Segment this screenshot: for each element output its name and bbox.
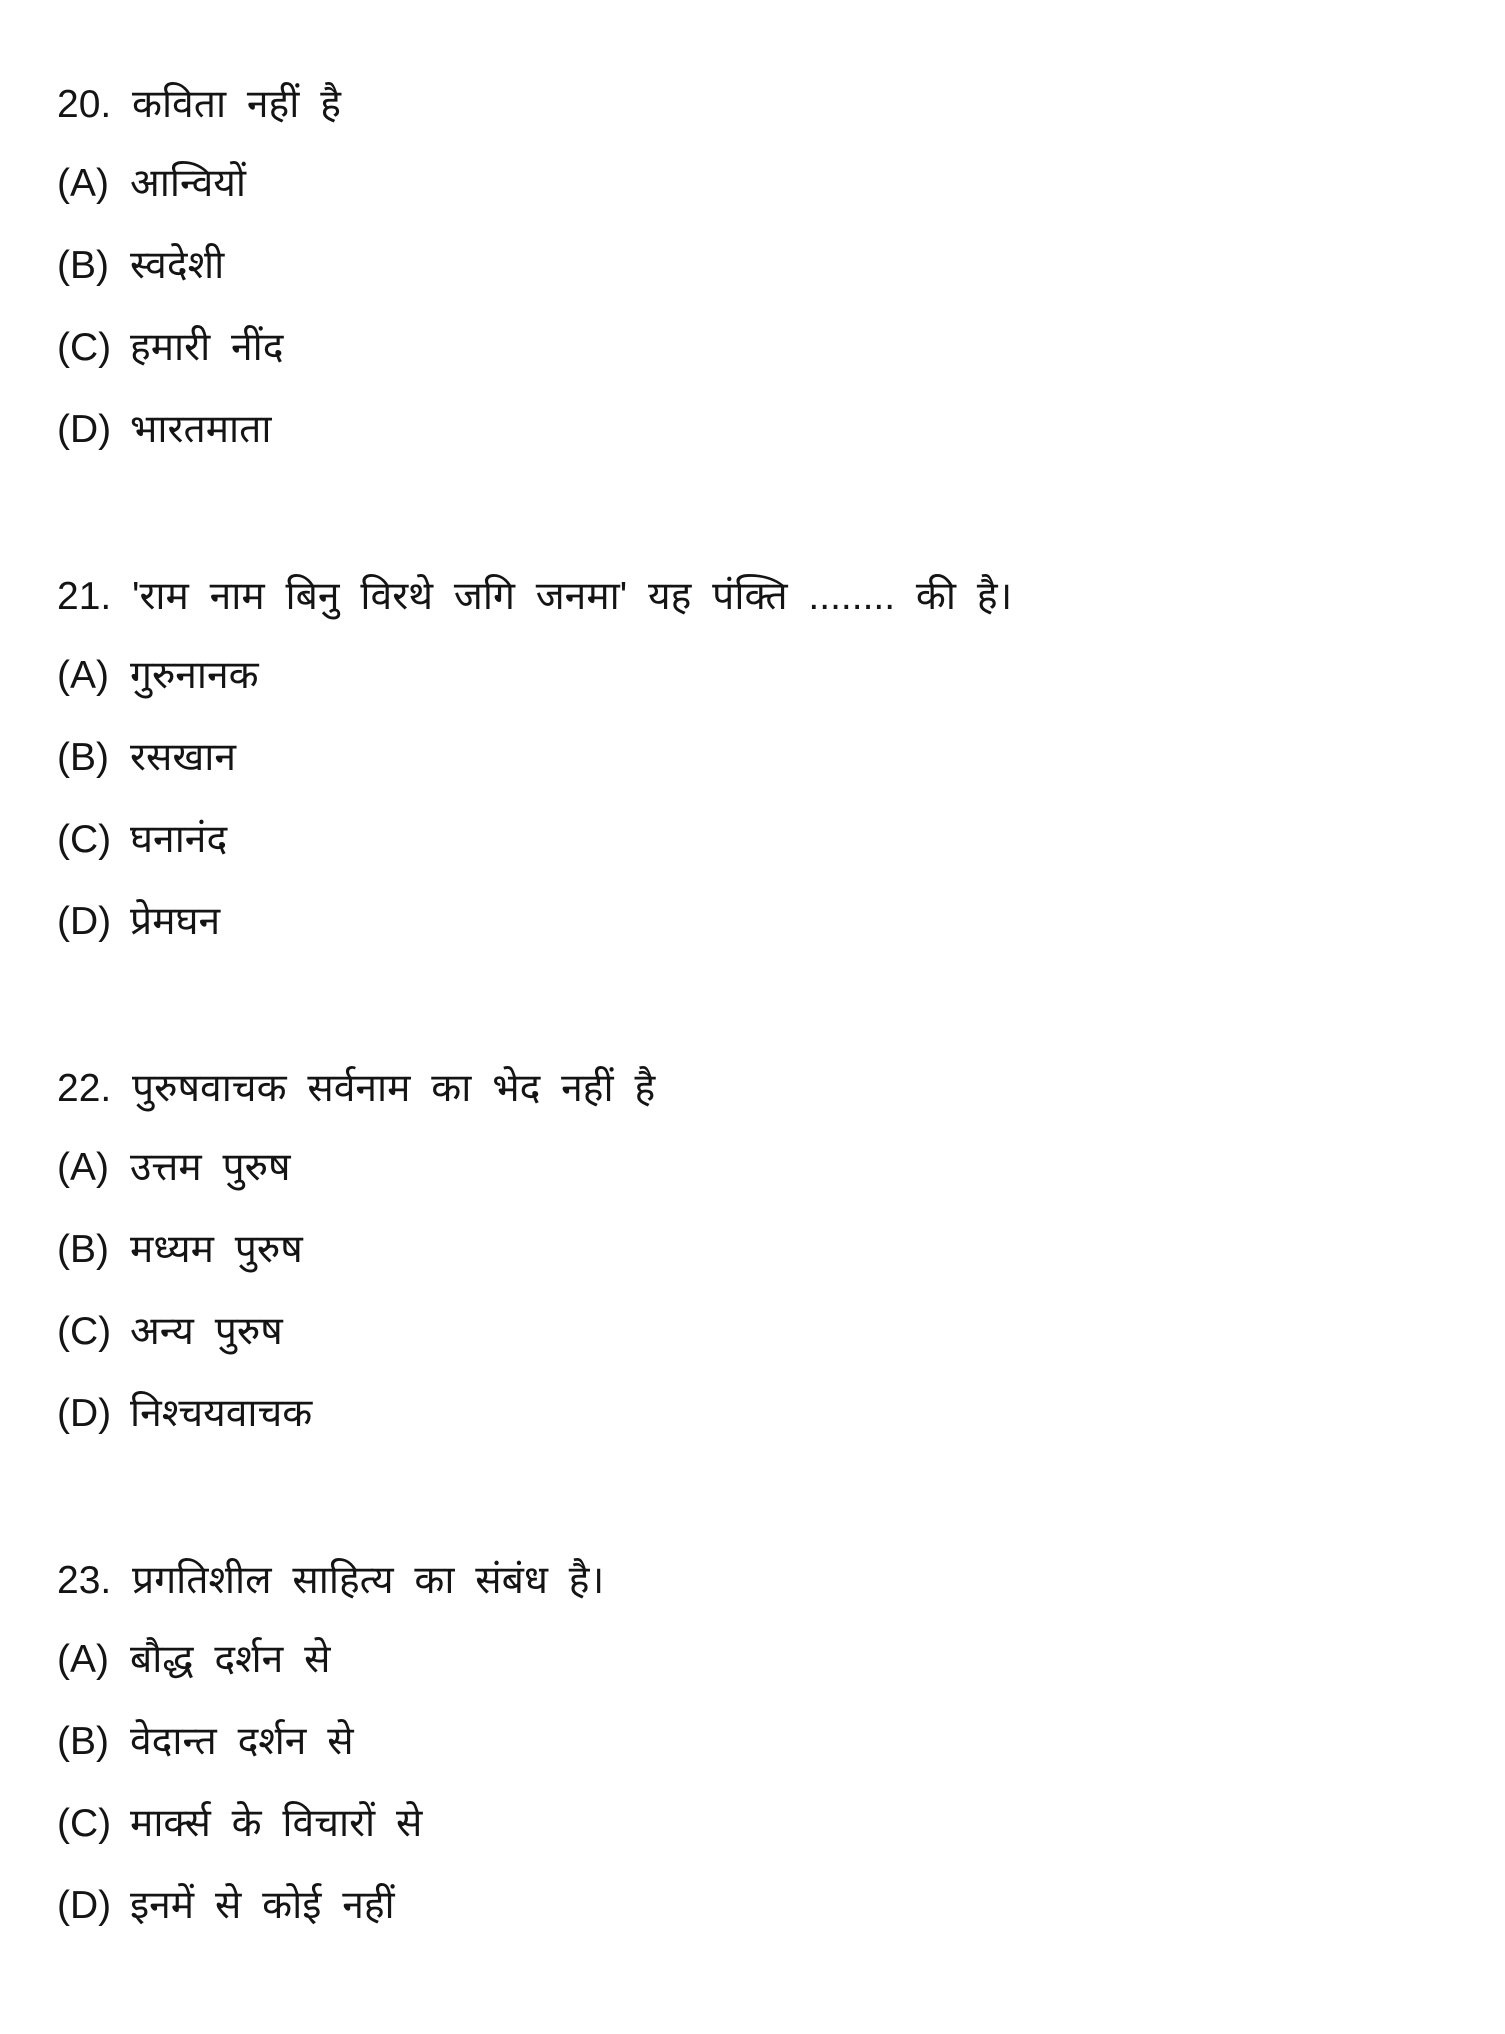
option-text: बौद्ध दर्शन से [130,1638,331,1681]
question-text: प्रगतिशील साहित्य का संबंध है। [132,1559,605,1602]
option-label: (B) [57,244,109,287]
question-number: 21. [57,575,112,618]
option-text: अन्य पुरुष [130,1310,283,1353]
question-number: 20. [57,83,112,126]
question-number: 22. [57,1067,112,1110]
option-label: (B) [57,736,109,779]
option-label: (D) [57,1884,112,1927]
option-text: उत्तम पुरुष [130,1146,291,1189]
option-text: वेदान्त दर्शन से [130,1720,354,1763]
option-text: आन्वियों [130,162,247,205]
option-label: (C) [57,1310,112,1353]
option-text: इनमें से कोई नहीं [130,1884,395,1927]
option-text: निश्चयवाचक [130,1392,313,1435]
option-text: हमारी नींद [130,326,284,369]
option-text: रसखान [130,736,236,779]
option-label: (C) [57,1802,112,1845]
option-text: प्रेमघन [130,900,221,943]
option-label: (B) [57,1720,109,1763]
question-number: 23. [57,1559,112,1602]
option-text: स्वदेशी [130,244,225,287]
option-label: (A) [57,162,109,205]
option-text: भारतमाता [130,408,272,451]
option-text: मार्क्स के विचारों से [130,1802,423,1845]
question-text: पुरुषवाचक सर्वनाम का भेद नहीं है [132,1067,656,1110]
question-text: कविता नहीं है [132,83,341,126]
option-label: (D) [57,408,112,451]
option-label: (B) [57,1228,109,1271]
option-label: (A) [57,654,109,697]
option-label: (D) [57,900,112,943]
option-label: (A) [57,1638,109,1681]
option-label: (C) [57,818,112,861]
option-text: गुरुनानक [130,654,259,697]
option-text: मध्यम पुरुष [130,1228,303,1271]
option-label: (C) [57,326,112,369]
option-text: घनानंद [130,818,228,861]
option-label: (D) [57,1392,112,1435]
option-label: (A) [57,1146,109,1189]
question-text: 'राम नाम बिनु विरथे जगि जनमा' यह पंक्ति ........ की है। [132,575,1013,618]
